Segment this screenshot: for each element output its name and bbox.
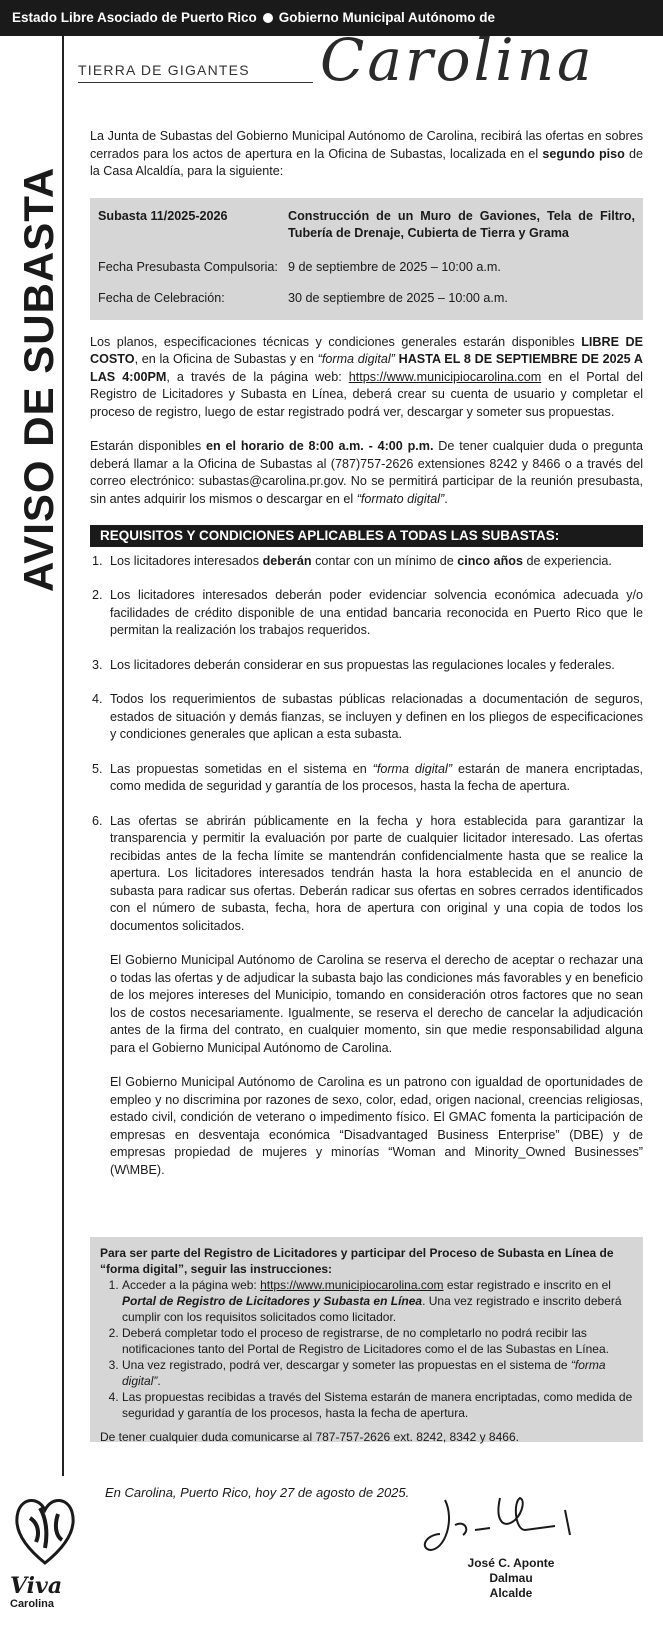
subasta-number: Subasta 11/2025-2026 — [98, 208, 228, 223]
registro-website-link[interactable]: https://www.municipiocarolina.com — [260, 1278, 444, 1292]
registro-heading: Para ser parte del Registro de Licitadores y participar del Proceso de Subasta en Línea de “forma digital”, seguir las instrucciones: — [100, 1246, 614, 1276]
igualdad-paragraph: El Gobierno Municipal Autónomo de Carolina es un patrono con igualdad de oportunidades de empleo y no discrimina por razones de sexo, color, edad, origen nacional, creencias religiosas, estado civil, condición de veterano o impedimento físico. El GMAC fomenta la participación de empresas en desventaja económica “Disadvantaged Business Enterprise” (DBE) y de empresas propiedad de mujeres y minorías “Woman and Minority_Owned Businesses” (W\MBE). — [110, 1075, 643, 1177]
list-item: 2. Los licitadores interesados deberán poder evidenciar solvencia económica adecuada y/o facilidades de crédito disponible de una entidad bancaria reconocida en Puerto Rico que le permitan la realización los trabajos requeridos. — [106, 587, 643, 640]
signer-name: José C. Aponte Dalmau — [467, 1556, 555, 1585]
logo-wordmark: Viva — [10, 1573, 63, 1599]
planos-paragraph: Los planos, especificaciones técnicas y condiciones generales estarán disponibles LIBRE DE COSTO, en la Oficina de Subastas y en “forma digital” HASTA EL 8 DE SEPTIEMBRE DE 2025 A LAS 4:00PM, a través de la página web: https://www.municipiocarolina.com en el Portal del Registro de Licitadores y Subasta en Línea, deberá crear su cuenta de usuario y completar el proceso de registro, luego de estar registrado podrá ver, descargar y someter sus propuestas. — [90, 334, 644, 419]
celebracion-row — [98, 290, 635, 308]
bullet-dot-icon — [263, 13, 273, 23]
side-title: AVISO DE SUBASTA — [15, 166, 62, 592]
list-item: 6. Las ofertas se abrirán públicamente en la fecha y hora establecida para garantizar la transparencia y permitir la evaluación por parte de cualquier licitador interesado. Las ofertas recibidas antes de la fecha límite se mantendrán confidencialmente hasta que se realice la apertura. Los licitadores interesados tendrán hasta la hora establecida en el anuncio de subasta para radicar sus ofertas. Deberán radicar sus ofertas en sobres cerrados identificados con el número de subasta, fecha, hora de apertura con original y una copia de todos los documentos solicitados. — [106, 813, 643, 936]
celebracion-value: 30 de septiembre de 2025 – 10:00 a.m. — [288, 291, 508, 305]
header-left-text: Estado Libre Asociado de Puerto Rico — [12, 10, 257, 25]
list-item: 2. Deberá completar todo el proceso de registrarse, de no completarlo no podrá recibir las notificaciones tanto del Portal de Registro de Licitadores como el de las Subastas en Línea. — [122, 1325, 633, 1357]
list-item: 4. Todos los requerimientos de subastas públicas relacionadas a documentación de seguros, estados de situación y demás fianzas, se incluyen y definen en los pliegos de especificaciones y condiciones generales que aplican a esta subasta. — [106, 691, 643, 744]
requisitos-list — [90, 553, 643, 936]
registro-steps — [100, 1277, 633, 1421]
registro-instructions-box — [90, 1237, 643, 1442]
date-line: En Carolina, Puerto Rico, hoy 27 de agosto de 2025. — [105, 1485, 410, 1500]
presubasta-label: Fecha Presubasta Compulsoria: — [98, 259, 278, 274]
signer-block — [455, 1556, 567, 1601]
header-right-text: Gobierno Municipal Autónomo de — [278, 10, 496, 25]
horario-paragraph: Estarán disponibles en el horario de 8:00 a.m. - 4:00 p.m. De tener cualquier duda o pregunta deberá llamar a la Oficina de Subastas al (787)757-2626 extensiones 8242 y 8466 o a través del correo electrónico: subastas@carolina.pr.gov. No se permitirá participar de la reunión presubasta, sin antes adquirir los mismos o descargar en el “formato digital”. — [90, 439, 643, 506]
requisitos-heading: REQUISITOS Y CONDICIONES APLICABLES A TODAS LAS SUBASTAS: — [90, 525, 643, 547]
list-item: 4. Las propuestas recibidas a través del Sistema estarán de manera encriptadas, como medida de seguridad y garantía de los procesos, hasta la fecha de apertura. — [122, 1389, 633, 1421]
signer-title: Alcalde — [489, 1586, 533, 1600]
website-link[interactable]: https://www.municipiocarolina.com — [348, 369, 542, 384]
logo-subtext: Carolina — [10, 1598, 55, 1610]
handwritten-signature — [415, 1490, 605, 1560]
viva-carolina-heart-logo-icon — [10, 1478, 80, 1578]
list-item: 1. Los licitadores interesados deberán contar con un mínimo de cinco años de experiencia. — [106, 553, 643, 571]
reserva-paragraph: El Gobierno Municipal Autónomo de Carolina se reserva el derecho de aceptar o rechazar una o todas las ofertas y de adjudicar la subasta bajo las condiciones más favorables y en beneficio de los mejores intereses del Municipio, tomando en consideración otros factores que no sean los de costos necesariamente. Igualmente, se reserva el derecho de cancelar la adjudicación antes de la firma del contrato, en cualquier momento, sin que medie responsabilidad alguna para el Gobierno Municipal Autónomo de Carolina. — [110, 953, 643, 1055]
subasta-project: Construcción de un Muro de Gaviones, Tela de Filtro, Tubería de Drenaje, Cubierta de Tierra y Grama — [288, 208, 635, 240]
intro-paragraph: La Junta de Subastas del Gobierno Municipal Autónomo de Carolina, recibirá las ofertas en sobres cerrados para los actos de apertura en la Oficina de Subastas, localizada en el segundo piso de la Casa Alcaldía, para la siguiente: — [90, 129, 643, 178]
tagline-rule — [78, 82, 313, 83]
list-item: 3. Una vez registrado, podrá ver, descargar y someter las propuestas en el sistema de “forma digital”. — [122, 1357, 633, 1389]
presubasta-value: 9 de septiembre de 2025 – 10:00 a.m. — [288, 259, 501, 274]
registro-contact: De tener cualquier duda comunicarse al 787-757-2626 ext. 8242, 8342 y 8466. — [100, 1430, 519, 1444]
list-item: 5. Las propuestas sometidas en el sistema en “forma digital” estarán de manera encriptadas, como medida de seguridad y garantía de los procesos, hasta la fecha de apertura. — [106, 761, 643, 796]
brand-wordmark: Carolina — [320, 26, 595, 94]
subasta-summary-box — [90, 198, 643, 320]
list-item: 1. Acceder a la página web: https://www.municipiocarolina.com estar registrado e inscrito en el Portal de Registro de Licitadores y Subasta en Línea. Una vez registrado e inscrito deberá cumplir con los requisitos solicitados como licitador. — [122, 1277, 633, 1325]
notice-body — [90, 128, 643, 1196]
celebracion-label: Fecha de Celebración: — [98, 291, 225, 305]
list-item: 3. Los licitadores deberán considerar en sus propuestas las regulaciones locales y federales. — [106, 657, 643, 675]
presubasta-row — [98, 259, 635, 277]
tagline: TIERRA DE GIGANTES — [78, 62, 250, 78]
subasta-title-row — [98, 208, 635, 243]
